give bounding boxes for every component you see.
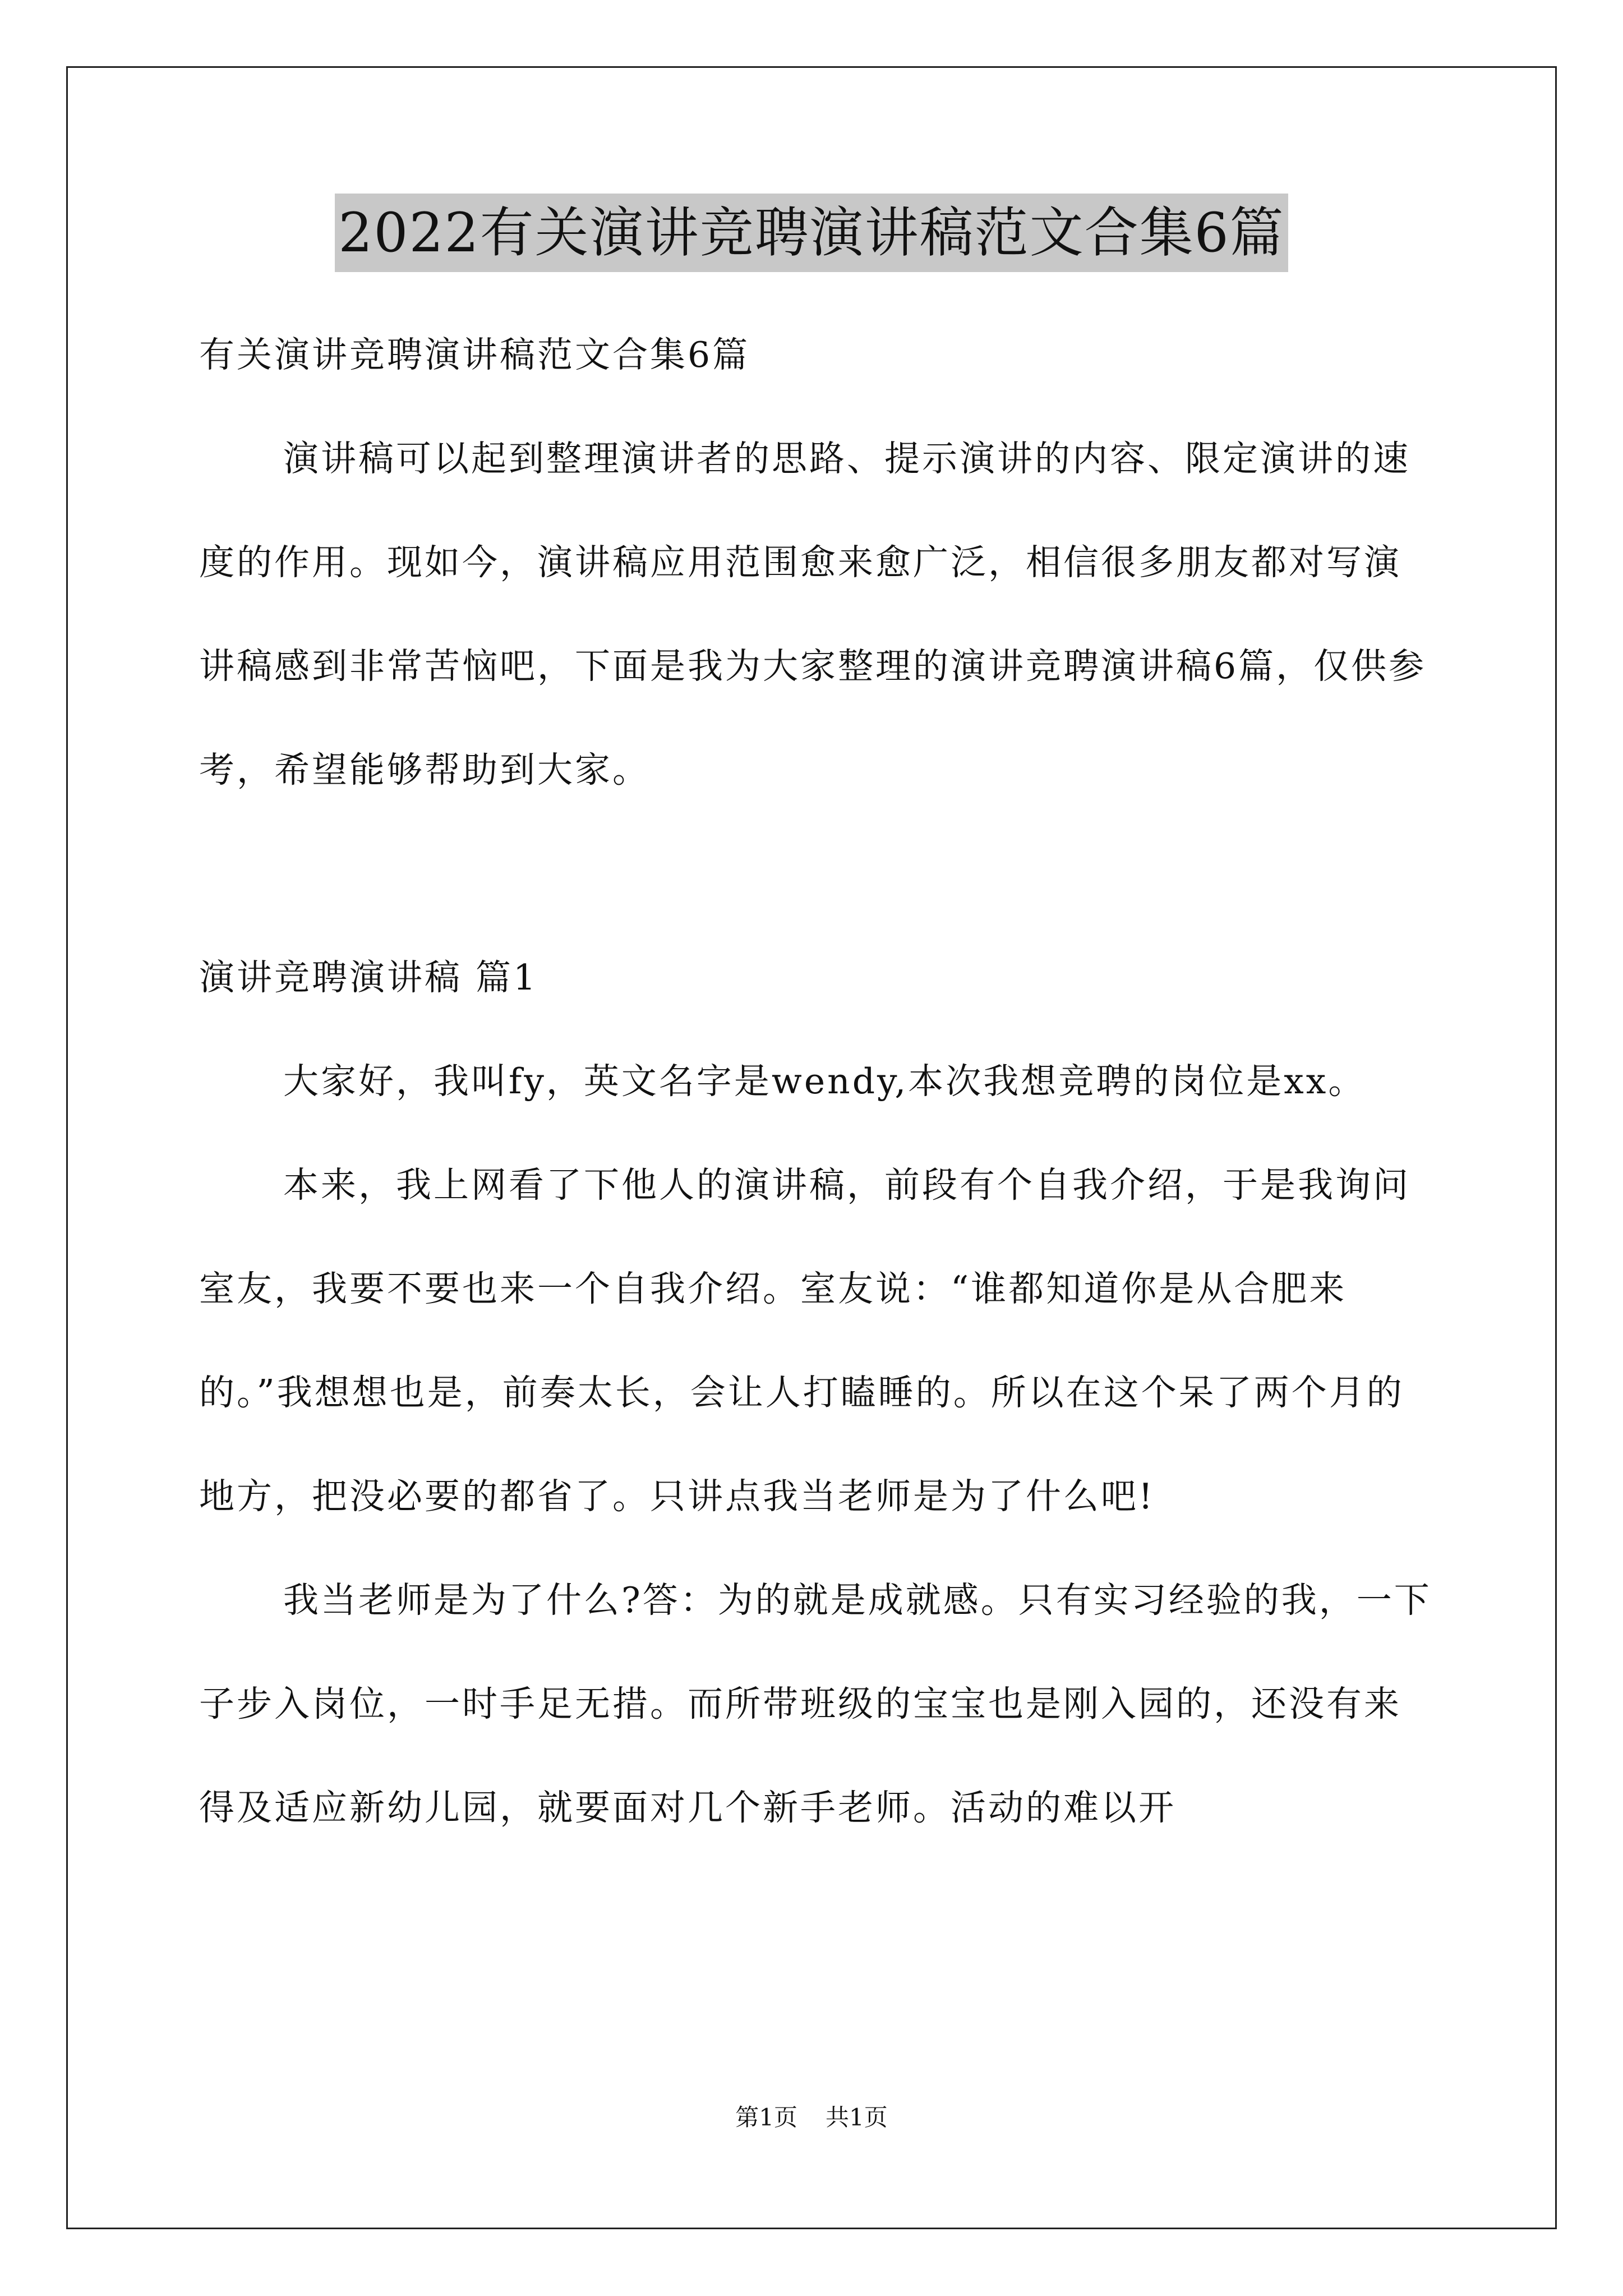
body-paragraph: 大家好，我叫fy，英文名字是wendy,本次我想竞聘的岗位是xx。 (283, 1061, 1366, 1102)
page-number: 第1页 (735, 2104, 797, 2131)
intro-paragraph: 演讲稿可以起到整理演讲者的思路、提示演讲的内容、限定演讲的速度的作用。现如今，演讲稿应用范围愈来愈广泛，相信很多朋友都对写演讲稿感到非常苦恼吧，下面是我为大家整理的演讲竞聘演讲稿6篇，仅供参考，希望能够帮助到大家。 (199, 438, 1427, 790)
title-block (0, 194, 1623, 272)
body-paragraph: 我当老师是为了什么?答：为的就是成就感。只有实习经验的我，一下子步入岗位，一时手足无措。而所带班级的宝宝也是刚入园的，还没有来得及适应新幼儿园，就要面对几个新手老师。活动的难以开 (199, 1580, 1432, 1828)
section-heading: 演讲竞聘演讲稿 篇1 (199, 957, 538, 998)
document-subtitle: 有关演讲竞聘演讲稿范文合集6篇 (199, 334, 750, 375)
body-paragraph: 本来，我上网看了下他人的演讲稿，前段有个自我介绍，于是我询问室友，我要不要也来一个自我介绍。室友说：“谁都知道你是从合肥来的。”我想想也是，前奏太长，会让人打瞌睡的。所以在这个呆了两个月的地方，把没必要的都省了。只讲点我当老师是为了什么吧! (199, 1165, 1410, 1517)
page-footer (0, 2101, 1623, 2134)
document-body (199, 303, 1433, 1860)
document-title: 2022有关演讲竞聘演讲稿范文合集6篇 (335, 194, 1288, 272)
page-total: 共1页 (826, 2104, 888, 2131)
